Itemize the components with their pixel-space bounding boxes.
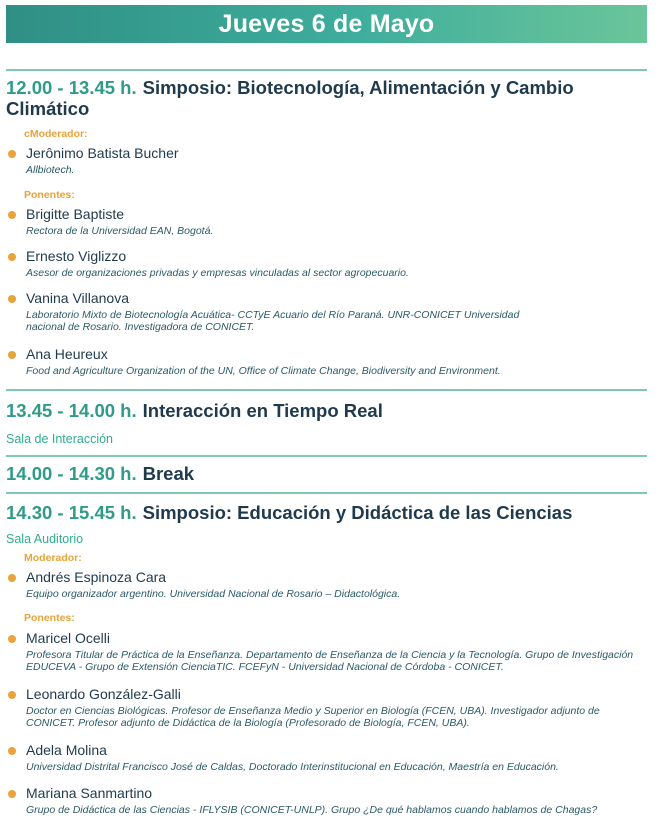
person-name: Maricel Ocelli: [26, 630, 111, 646]
bullet-icon: [8, 790, 16, 798]
person-affiliation: Food and Agriculture Organization of the UN, Office of Climate Change, Biodiversity and Environment.: [26, 365, 501, 377]
person-name: Ana Heureux: [26, 346, 108, 362]
person-affiliation: Grupo de Didáctica de las Ciencias - IFLYSIB (CONICET-UNLP). Grupo ¿De qué hablamos cuando hablamos de Chagas?: [26, 804, 598, 816]
session-interaccion: [6, 400, 646, 421]
person-affiliation: Rectora de la Universidad EAN, Bogotá.: [26, 225, 214, 237]
session-title: Break: [142, 463, 195, 484]
bullet-icon: [8, 691, 16, 699]
moderator-label: cModerador:: [24, 128, 88, 140]
person-affiliation: Equipo organizador argentino. Universidad Nacional de Rosario – Didactológica.: [26, 588, 401, 600]
section-divider: [6, 492, 647, 494]
person-name: Mariana Sanmartino: [26, 785, 153, 801]
bullet-icon: [8, 295, 16, 303]
session-title: Simposio: Biotecnología, Alimentación y Cambio Climático: [6, 77, 574, 119]
bullet-icon: [8, 635, 16, 643]
bullet-icon: [8, 253, 16, 261]
session-time: 13.45 - 14.00 h.: [6, 400, 137, 421]
person-affiliation: Allbiotech.: [26, 164, 75, 176]
speakers-label: Ponentes:: [24, 612, 75, 624]
moderator-label: Moderador:: [24, 552, 82, 564]
person-name: Andrés Espinoza Cara: [26, 569, 167, 585]
person-affiliation: Doctor en Ciencias Biológicas. Profesor de Enseñanza Medio y Superior en Biología (FCEN, UBA). Investigador adjunto de CONICET. Profesor adjunto de Didáctica de la Biología (Profesorado de Biología, FCEN, UBA).: [26, 705, 600, 729]
bullet-icon: [8, 351, 16, 359]
session-time: 14.00 - 14.30 h.: [6, 463, 137, 484]
day-title: Jueves 6 de Mayo: [218, 10, 435, 38]
session-room: Sala Auditorio: [6, 532, 84, 546]
section-divider: [6, 69, 647, 71]
day-header: [6, 5, 647, 43]
session-break: [6, 463, 646, 484]
session-time: 12.00 - 13.45 h.: [6, 77, 137, 98]
person-name: Adela Molina: [26, 742, 107, 758]
person-name: Brigitte Baptiste: [26, 206, 125, 222]
section-divider: [6, 455, 647, 457]
person-name: Vanina Villanova: [26, 290, 130, 306]
person-affiliation: Laboratorio Mixto de Biotecnología Acuática- CCTyE Acuario del Río Paraná. UNR-CONICET Universidad nacional de Rosario. Investigadora de CONICET.: [26, 309, 520, 333]
person-affiliation: Profesora Titular de Práctica de la Enseñanza. Departamento de Enseñanza de la Ciencia y la Tecnología. Grupo de Investigación EDUCEVA - Grupo de Extensión CienciaTIC. FCEFyN - Universidad Nacional de Córdoba - CONICET.: [26, 649, 634, 673]
session-biotecnologia: [6, 77, 646, 119]
bullet-icon: [8, 574, 16, 582]
person-affiliation: Universidad Distrital Francisco José de Caldas, Doctorado Interinstitucional en Educación, Maestría en Educación.: [26, 761, 559, 773]
session-title: Simposio: Educación y Didáctica de las Ciencias: [142, 502, 573, 523]
bullet-icon: [8, 150, 16, 158]
session-time: 14.30 - 15.45 h.: [6, 502, 137, 523]
bullet-icon: [8, 747, 16, 755]
person-name: Ernesto Viglizzo: [26, 248, 127, 264]
person-affiliation: Asesor de organizaciones privadas y empresas vinculadas al sector agropecuario.: [26, 267, 409, 279]
session-title: Interacción en Tiempo Real: [142, 400, 383, 421]
bullet-icon: [8, 211, 16, 219]
person-name: Leonardo González-Galli: [26, 686, 181, 702]
person-name: Jerônimo Batista Bucher: [26, 145, 179, 161]
section-divider: [6, 389, 647, 391]
session-room: Sala de Interacción: [6, 432, 114, 446]
speakers-label: Ponentes:: [24, 189, 75, 201]
session-educacion: [6, 502, 646, 523]
